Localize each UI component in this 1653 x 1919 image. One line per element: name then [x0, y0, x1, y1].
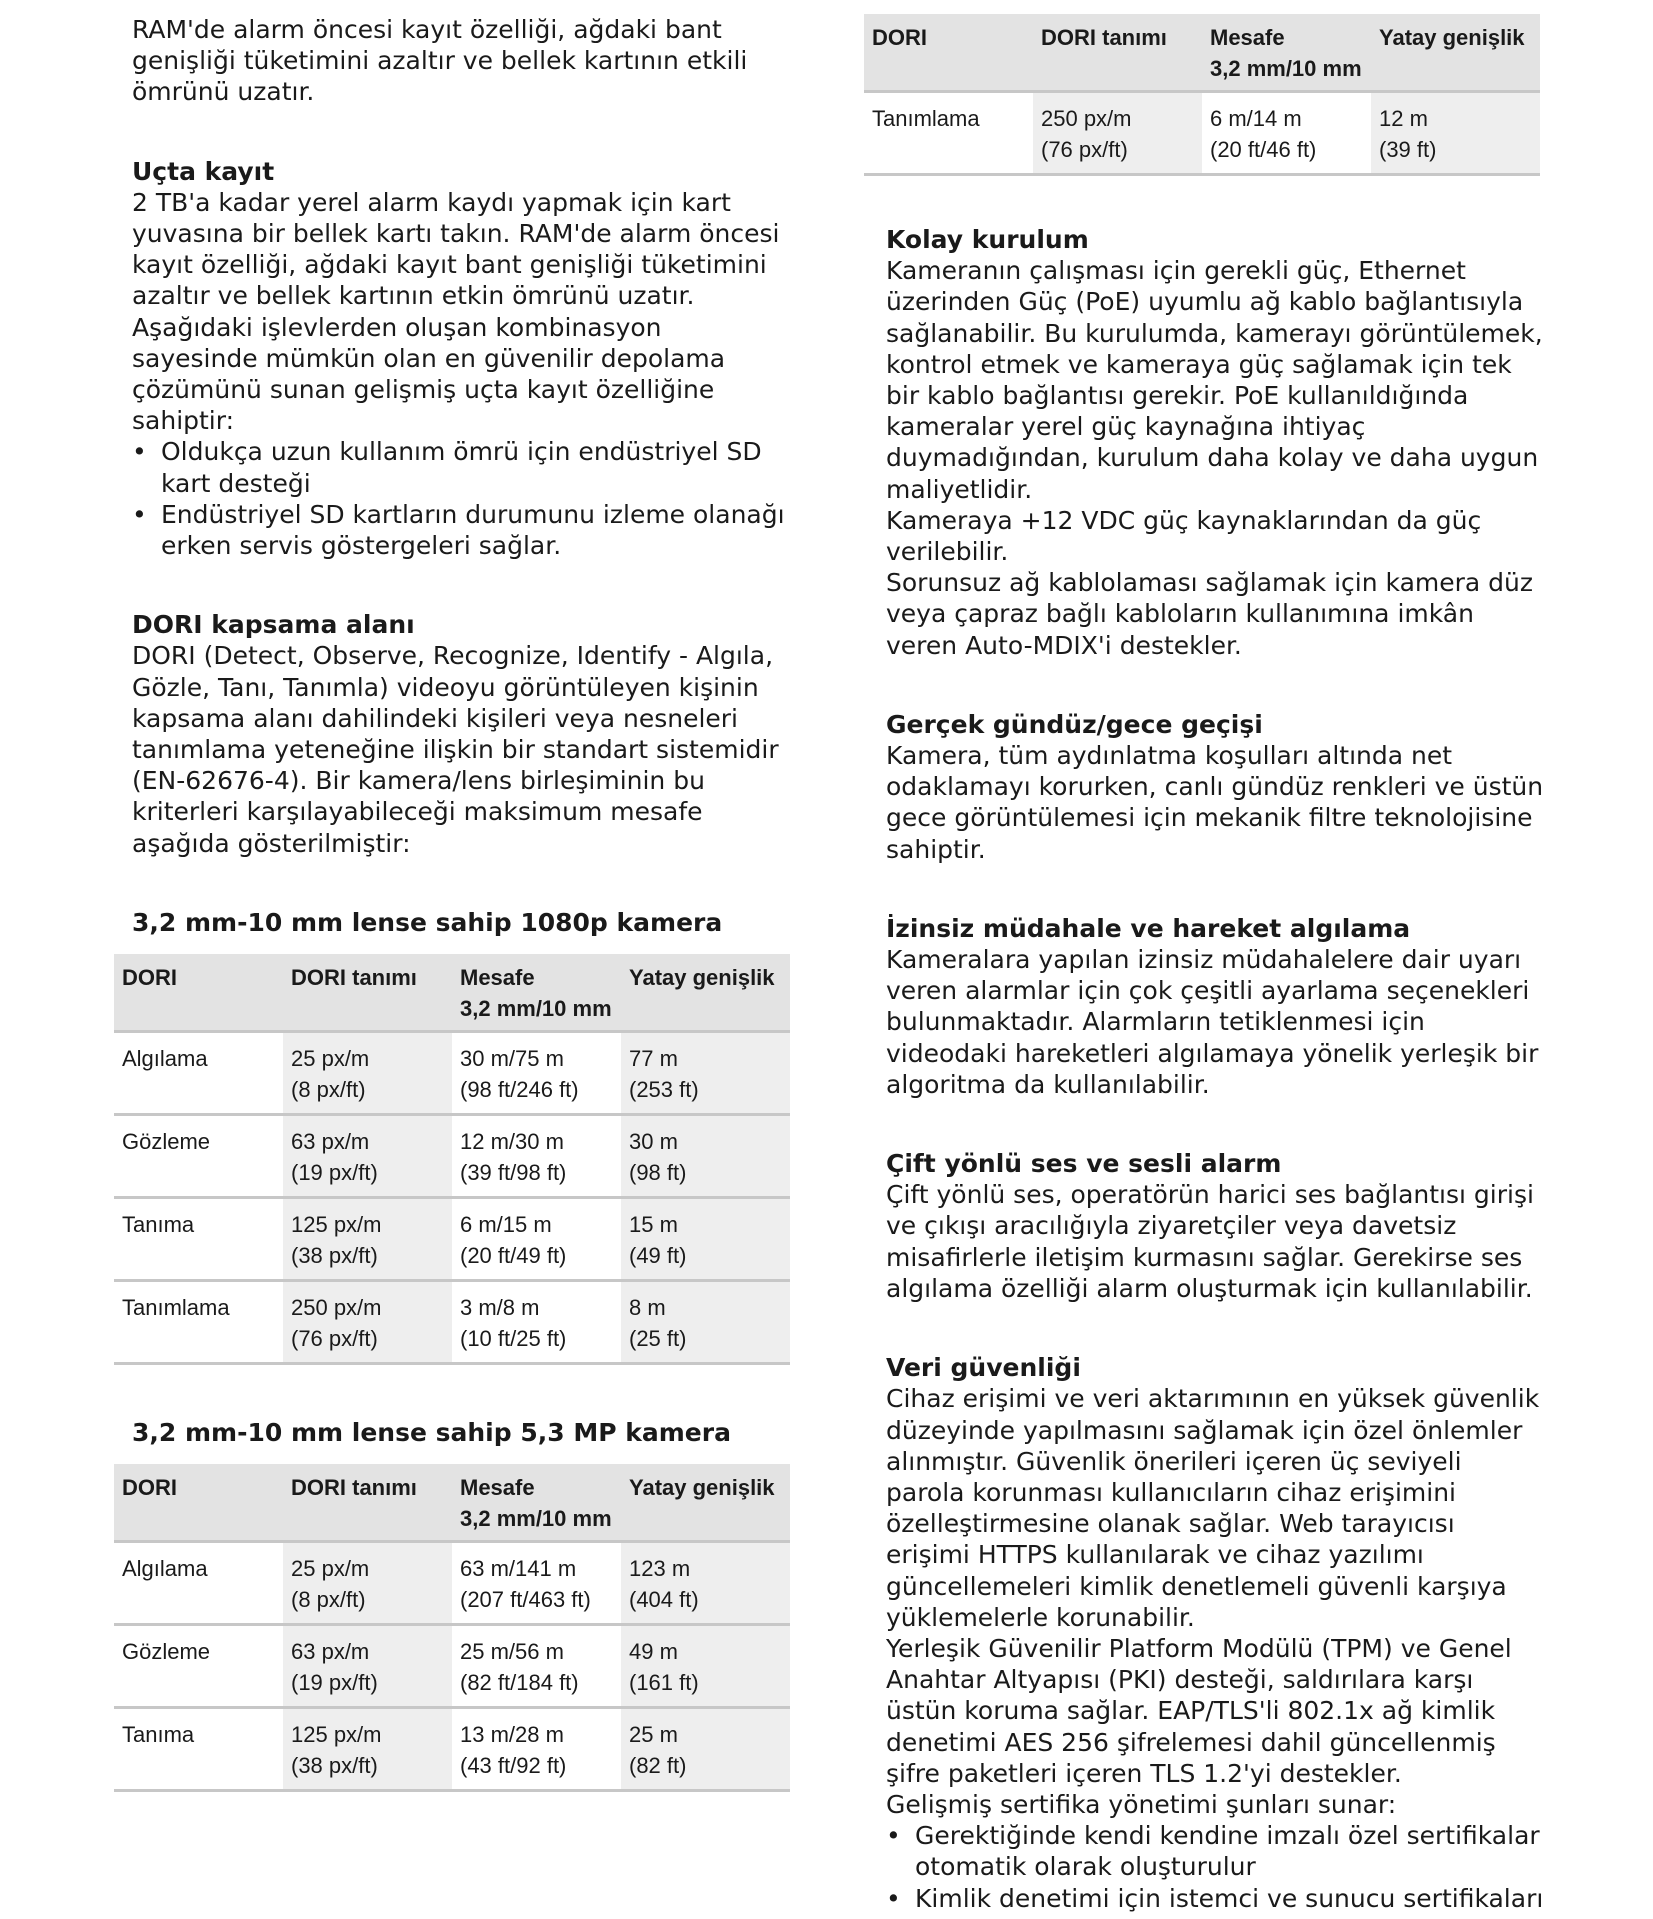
left-column — [122, 14, 792, 1792]
cell-dori: Algılama — [114, 1541, 283, 1624]
easy-install-body-2: Kameraya +12 VDC güç kaynaklarından da güç verilebilir. — [886, 505, 1482, 567]
cell-distance: 25 m/56 m (82 ft/184 ft) — [452, 1624, 621, 1707]
header-definition: DORI tanımı — [283, 1464, 452, 1542]
cell-distance: 6 m/15 m (20 ft/49 ft) — [452, 1197, 621, 1280]
cell-width: 25 m (82 ft) — [621, 1707, 790, 1790]
cell-dori: Tanıma — [114, 1707, 283, 1790]
data-security-heading: Veri güvenliği — [886, 1353, 1081, 1383]
day-night-body: Kamera, tüm aydınlatma koşulları altında net odaklamayı korurken, canlı gündüz renkleri ve üstün gece görüntülemesi için mekanik filtre teknolojisine sahiptir. — [886, 741, 1544, 864]
table-row — [114, 1707, 790, 1790]
cell-dori: Algılama — [114, 1031, 283, 1114]
cell-distance: 3 m/8 m (10 ft/25 ft) — [452, 1280, 621, 1363]
intro-paragraph: RAM'de alarm öncesi kayıt özelliği, ağdaki bant genişliği tüketimini azaltır ve bellek kartının etkili ömrünü uzatır. — [132, 15, 748, 107]
audio-body: Çift yönlü ses, operatörün harici ses bağlantısı girişi ve çıkışı aracılığıyla ziyaretçiler veya davetsiz misafirlerle iletişim kurmasını sağlar. Gerekirse ses algılama özelliği alarm oluşturmak için kullanılabilir. — [886, 1180, 1534, 1303]
audio-heading: Çift yönlü ses ve sesli alarm — [886, 1149, 1282, 1179]
list-item: • Kimlik denetimi için istemci ve sunucu sertifikaları — [886, 1883, 1546, 1914]
cell-definition: 250 px/m (76 px/ft) — [1033, 92, 1202, 175]
header-width: Yatay genişlik — [621, 1464, 790, 1542]
tamper-heading: İzinsiz müdahale ve hareket algılama — [886, 913, 1411, 943]
table-row — [114, 1624, 790, 1707]
cell-distance: 63 m/141 m (207 ft/463 ft) — [452, 1541, 621, 1624]
header-width: Yatay genişlik — [621, 954, 790, 1032]
header-distance: Mesafe 3,2 mm/10 mm — [452, 1464, 621, 1542]
dori-table-1080p — [114, 954, 790, 1365]
table-row — [114, 1031, 790, 1114]
cell-width: 8 m (25 ft) — [621, 1280, 790, 1363]
cell-definition: 250 px/m (76 px/ft) — [283, 1280, 452, 1363]
header-distance: Mesafe 3,2 mm/10 mm — [1202, 14, 1371, 92]
header-dori: DORI — [114, 954, 283, 1032]
day-night-heading: Gerçek gündüz/gece geçişi — [886, 709, 1263, 739]
cell-definition: 125 px/m (38 px/ft) — [283, 1707, 452, 1790]
table-row — [114, 1197, 790, 1280]
header-definition: DORI tanımı — [1033, 14, 1202, 92]
table-header-row — [864, 14, 1540, 92]
table2-title: 3,2 mm-10 mm lense sahip 5,3 MP kamera — [132, 1417, 731, 1447]
cell-distance: 6 m/14 m (20 ft/46 ft) — [1202, 92, 1371, 175]
data-security-body-3: Gelişmiş sertifika yönetimi şunları sunar: — [886, 1789, 1397, 1819]
tamper-body: Kameralara yapılan izinsiz müdahalelere dair uyarı veren alarmlar için çok çeşitli ayarlama seçenekleri bulunmaktadır. Alarmların tetiklenmesi için videodaki hareketleri algılamaya yönelik yerleşik bir algoritma da kullanılabilir. — [886, 945, 1539, 1099]
edge-recording-heading: Uçta kayıt — [132, 156, 275, 186]
header-definition: DORI tanımı — [283, 954, 452, 1032]
dori-body: DORI (Detect, Observe, Recognize, Identify - Algıla, Gözle, Tanı, Tanımla) videoyu görüntüleyen kişinin kapsama alanı dahilindeki kişileri veya nesneleri tanımlama yeteneğine ilişkin bir standart sistemidir (EN-62676-4). Bir kamera/lens birleşiminin bu kriterleri karşılayabileceği maksimum mesafe aşağıda gösterilmiştir: — [132, 641, 779, 858]
dori-table-5mp — [114, 1464, 790, 1792]
dori-heading: DORI kapsama alanı — [132, 610, 415, 640]
cell-width: 12 m (39 ft) — [1371, 92, 1540, 175]
data-security-body-2: Yerleşik Güvenilir Platform Modülü (TPM) ve Genel Anahtar Altyapısı (PKI) desteği, saldırılara karşı üstün koruma sağlar. EAP/TLS'li 802.1x ağ kimlik denetimi AES 256 şifrelemesi dahil güncellenmiş şifre paketleri içeren TLS 1.2'yi destekler. — [886, 1633, 1512, 1788]
cell-width: 123 m (404 ft) — [621, 1541, 790, 1624]
list-item: • Gerektiğinde kendi kendine imzalı özel sertifikalar otomatik olarak oluşturulur — [886, 1820, 1546, 1882]
cell-definition: 25 px/m (8 px/ft) — [283, 1541, 452, 1624]
list-item: • Oldukça uzun kullanım ömrü için endüstriyel SD kart desteği — [132, 436, 792, 498]
header-distance: Mesafe 3,2 mm/10 mm — [452, 954, 621, 1032]
cell-dori: Tanımlama — [114, 1280, 283, 1363]
table-row — [114, 1280, 790, 1363]
cell-distance: 12 m/30 m (39 ft/98 ft) — [452, 1114, 621, 1197]
right-column — [872, 14, 1546, 1914]
cell-dori: Tanımlama — [864, 92, 1033, 175]
easy-install-heading: Kolay kurulum — [886, 225, 1089, 254]
cell-width: 49 m (161 ft) — [621, 1624, 790, 1707]
cell-distance: 30 m/75 m (98 ft/246 ft) — [452, 1031, 621, 1114]
table-header-row — [114, 1464, 790, 1542]
table-row — [864, 92, 1540, 175]
cell-dori: Gözleme — [114, 1114, 283, 1197]
easy-install-body-3: Sorunsuz ağ kablolaması sağlamak için kamera düz veya çapraz bağlı kabloların kullanımına imkân veren Auto-MDIX'i destekler. — [886, 568, 1534, 660]
data-security-body-1: Cihaz erişimi ve veri aktarımının en yüksek güvenlik düzeyinde yapılmasını sağlamak için özel önlemler alınmıştır. Güvenlik önerileri içeren üç seviyeli parola korunması kullanıcıların cihaz erişimini özelleştirmesine olanak sağlar. Web tarayıcısı erişimi HTTPS kullanılarak ve cihaz yazılımı güncellemeleri kimlik denetlemeli güvenli karşıya yüklemelerle korunabilir. — [886, 1384, 1540, 1632]
header-dori: DORI — [114, 1464, 283, 1542]
cell-definition: 25 px/m (8 px/ft) — [283, 1031, 452, 1114]
header-dori: DORI — [864, 14, 1033, 92]
table-row — [114, 1541, 790, 1624]
table-header-row — [114, 954, 790, 1032]
cell-width: 15 m (49 ft) — [621, 1197, 790, 1280]
cell-dori: Tanıma — [114, 1197, 283, 1280]
certificate-list — [886, 1820, 1546, 1914]
cell-definition: 63 px/m (19 px/ft) — [283, 1624, 452, 1707]
header-width: Yatay genişlik — [1371, 14, 1540, 92]
table1-title: 3,2 mm-10 mm lense sahip 1080p kamera — [132, 907, 723, 937]
dori-table-continued — [864, 14, 1540, 176]
easy-install-body-1: Kameranın çalışması için gerekli güç, Ethernet üzerinden Güç (PoE) uyumlu ağ kablo bağlantısıyla sağlanabilir. Bu kurulumda, kamerayı görüntülemek, kontrol etmek ve kameraya güç sağlamak için tek bir kablo bağlantısı gerekir. PoE kullanıldığında kameralar yerel güç kaynağına ihtiyaç duymadığından, kurulum daha kolay ve daha uygun maliyetlidir. — [886, 256, 1543, 504]
cell-definition: 125 px/m (38 px/ft) — [283, 1197, 452, 1280]
table-row — [114, 1114, 790, 1197]
edge-recording-list — [132, 436, 792, 561]
cell-width: 30 m (98 ft) — [621, 1114, 790, 1197]
list-item: • Endüstriyel SD kartların durumunu izleme olanağı erken servis göstergeleri sağlar. — [132, 499, 792, 561]
cell-width: 77 m (253 ft) — [621, 1031, 790, 1114]
cell-dori: Gözleme — [114, 1624, 283, 1707]
cell-distance: 13 m/28 m (43 ft/92 ft) — [452, 1707, 621, 1790]
edge-recording-body: 2 TB'a kadar yerel alarm kaydı yapmak için kart yuvasına bir bellek kartı takın. RAM'de alarm öncesi kayıt özelliği, ağdaki kayıt bant genişliği tüketimini azaltır ve bellek kartının etkin ömrünü uzatır. Aşağıdaki işlevlerden oluşan kombinasyon sayesinde mümkün olan en güvenilir depolama çözümünü sunan gelişmiş uçta kayıt özelliğine sahiptir: — [132, 187, 780, 436]
cell-definition: 63 px/m (19 px/ft) — [283, 1114, 452, 1197]
